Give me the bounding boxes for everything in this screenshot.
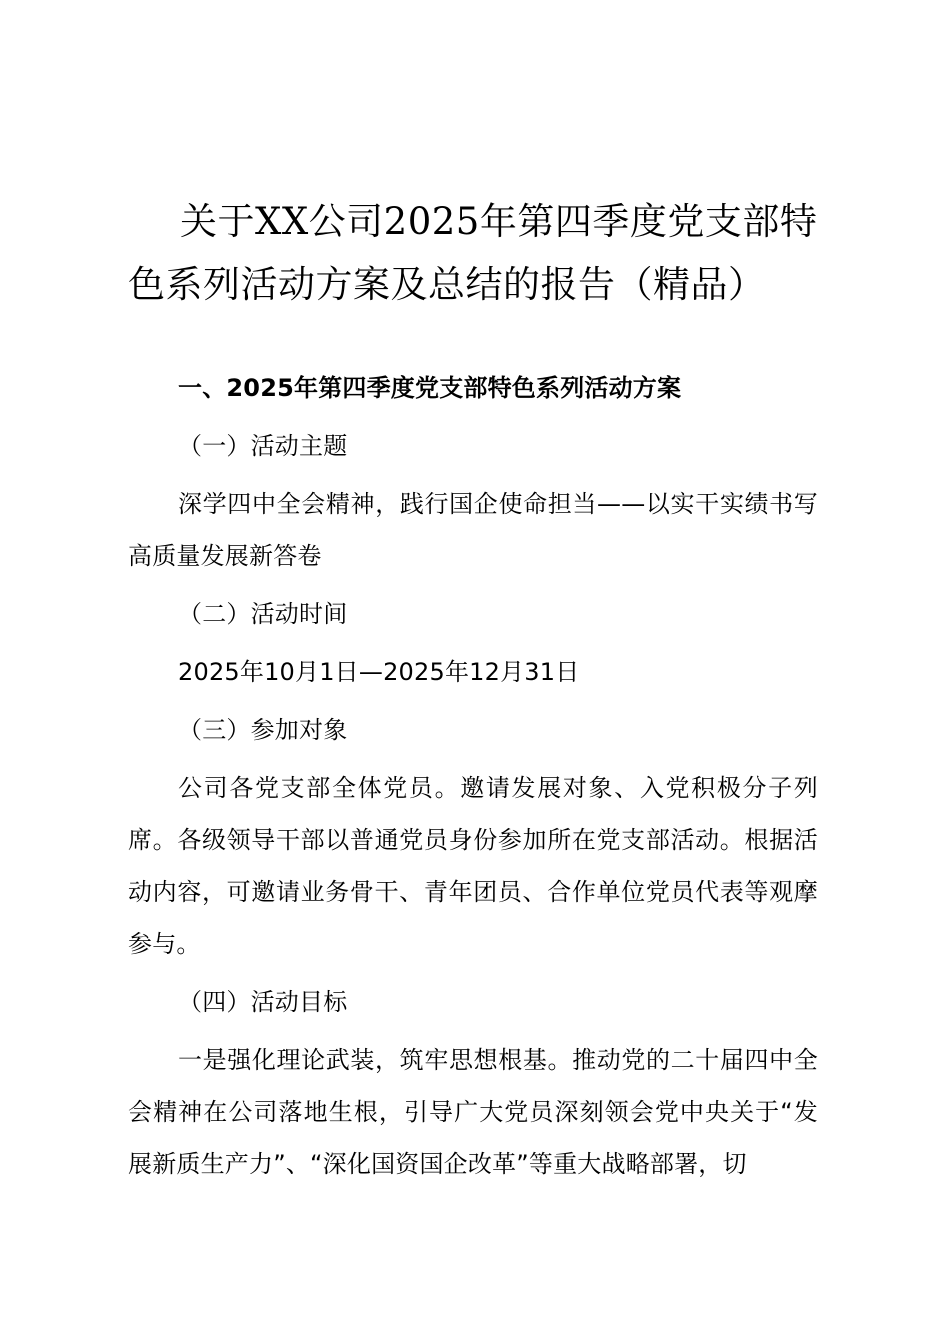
subsection-heading-theme: （一）活动主题	[178, 432, 348, 460]
subsection-heading-goals: （四）活动目标	[178, 988, 348, 1016]
paragraph-theme: 深学四中全会精神，践行国企使命担当——以实干实绩书写高质量发展新答卷	[128, 490, 818, 570]
document-title: 关于XX公司2025年第四季度党支部特色系列活动方案及总结的报告（精品）	[128, 200, 818, 306]
subsection-heading-time: （二）活动时间	[178, 600, 348, 628]
paragraph-participants: 公司各党支部全体党员。邀请发展对象、入党积极分子列席。各级领导干部以普通党员身份参加所在党支部活动。根据活动内容，可邀请业务骨干、青年团员、合作单位党员代表等观摩参与。	[128, 774, 818, 958]
document-body	[128, 362, 818, 1190]
section-heading: 一、2025年第四季度党支部特色系列活动方案	[178, 374, 682, 402]
subsection-heading-participants: （三）参加对象	[178, 716, 348, 744]
paragraph-goals: 一是强化理论武装，筑牢思想根基。推动党的二十届四中全会精神在公司落地生根，引导广大党员深刻领会党中央关于“发展新质生产力”、“深化国资国企改革”等重大战略部署，切	[128, 1046, 818, 1178]
paragraph-time: 2025年10月1日—2025年12月31日	[178, 658, 580, 686]
